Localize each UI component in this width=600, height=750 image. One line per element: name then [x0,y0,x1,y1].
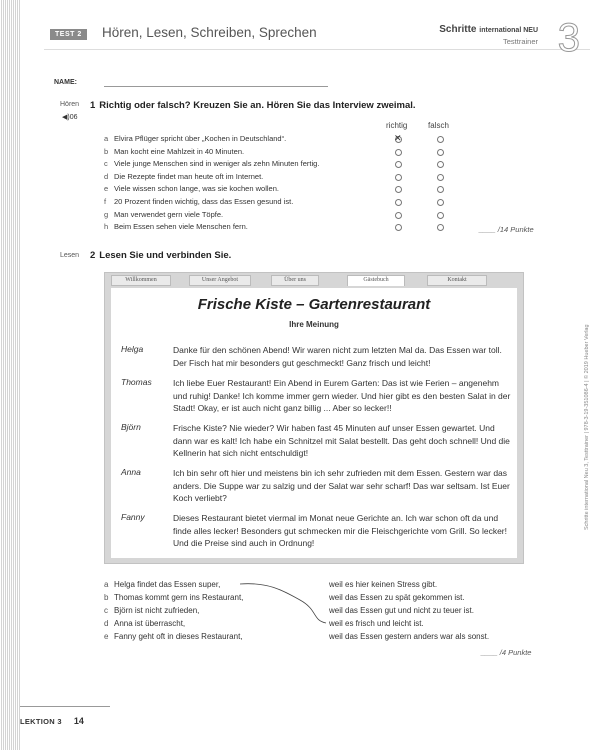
radio-falsch[interactable] [437,161,444,168]
radio-falsch[interactable] [437,186,444,193]
page-header [44,16,590,60]
radio-falsch[interactable] [437,224,444,231]
question-row [104,172,564,184]
question-letter: e [104,184,109,194]
question-letter: a [104,134,109,143]
brand-number: 3 [557,16,580,60]
radio-richtig[interactable] [395,212,402,219]
test-badge: TEST 2 [50,29,87,40]
entry-text: Dieses Restaurant bietet viermal im Monat neue Gerichte an. Ich war schon oft da und finde alles lecker! Besonders gut schmecken mir die Fleischgerichte vom Grill. So lecker! Und die Preise sind auch in Ordnung! [173,513,507,548]
question-letter: g [104,209,109,219]
question-text: Beim Essen sehen viele Menschen fern. [114,222,248,232]
column-header-richtig: richtig [386,121,408,130]
question-text: Man kocht eine Mahlzeit in 40 Minuten. [114,146,245,156]
question-row [104,210,564,222]
question-row [104,197,564,209]
radio-richtig[interactable] [395,149,402,156]
question-text: Viele wissen schon lange, was sie kochen wollen. [114,184,279,194]
question-letter: c [104,159,108,169]
footer-divider [20,706,110,707]
brand-logo [439,24,538,35]
radio-richtig[interactable] [395,224,402,231]
match-right-item: weil das Essen gestern anders war als sonst. [329,632,490,641]
match-left-item: b Thomas kommt gern ins Restaurant, [104,593,244,602]
match-left-item: c Björn ist nicht zufrieden, [104,606,200,615]
entry-text: Ich bin sehr oft hier und meistens bin ich sehr zufrieden mit dem Essen. Gestern war das anders. Die Suppe war zu salzig und der Salat war sehr scharf! Das war seltsam. Ist Euer Koch verliebt? [173,468,510,503]
page-number: 14 [73,716,84,726]
question-letter: f [104,197,107,206]
question-row [104,184,564,196]
match-right-item: weil das Essen zu spät gekommen ist. [329,593,465,602]
question-row [104,134,564,146]
entry-name: Thomas [121,377,152,387]
website-tabs [105,275,523,287]
entry-text: Ich liebe Euer Restaurant! Ein Abend in Eurem Garten: Das ist wie Ferien – angenehm und ruhig! Danke! Ich komme immer gern wieder. Und hier gibt es den besten Salat in der Stadt! Okay, er ist auch nicht ganz billig ... Aber so lecker!! [173,378,511,413]
radio-richtig[interactable] [395,136,402,143]
task1-points: ____ /14 Punkte [479,225,534,234]
task2-instruction: Lesen Sie und verbinden Sie. [99,250,232,261]
tab-ueber-uns[interactable]: Über uns [271,275,319,286]
entry-name: Anna [121,467,141,477]
radio-falsch[interactable] [437,174,444,181]
page-edge-stripe [0,0,20,750]
entry-text: Danke für den schönen Abend! Wir waren nicht zum letzten Mal da. Das Essen war toll. Der Fisch hat mir besonders gut geschmeckt! Ganz frisch und leicht! [173,345,502,368]
task1-instruction: Richtig oder falsch? Kreuzen Sie an. Hören Sie das Interview zweimal. [99,100,416,111]
entry-text: Frische Kiste? Nie wieder? Wir haben fast 45 Minuten auf unser Essen gewartet. Und dann war es kalt! Ich habe ein Schnitzel mit Salat bestellt. Das geht doch schnell! Und die Kellnerin hat sich nicht entschuldigt! [173,423,510,458]
question-text: Man verwendet gern viele Töpfe. [114,209,224,219]
tab-kontakt[interactable]: Kontakt [427,275,487,286]
entry-name: Björn [121,422,141,432]
footer-lektion: LEKTION 3 [20,717,62,726]
match-left-item: a Helga findet das Essen super, [104,580,221,589]
copyright-credit: Schritte international Neu 3, Testtrainer | 978-3-19-351086-4 | © 2019 Hueber Verlag [584,324,590,530]
page-footer [20,716,84,726]
brand-subtitle: Testtrainer [502,37,538,46]
radio-richtig[interactable] [395,174,402,181]
name-label: NAME: [54,79,77,86]
radio-falsch[interactable] [437,199,444,206]
guestbook-panel [111,288,517,558]
task2-points: ____ /4 Punkte [481,648,532,657]
match-right-item: weil es frisch und leicht ist. [329,619,424,628]
question-letter: b [104,146,109,156]
question-text: Die Rezepte findet man heute oft im Internet. [114,171,264,181]
guestbook-subtitle: Ihre Meinung [289,320,339,329]
question-text: Elvira Pflüger spricht über „Kochen in Deutschland“. [114,134,287,143]
name-input-line[interactable] [104,86,328,87]
brand-name-small: international NEU [479,27,538,34]
tab-gaestebuch[interactable]: Gästebuch [347,275,405,286]
guestbook-title: Frische Kiste – Gartenrestaurant [197,296,431,313]
task1-side-label: Hören [60,101,80,108]
task2-number: 2 [90,250,96,261]
radio-richtig[interactable] [395,161,402,168]
brand-name: Schritte [439,24,477,35]
question-text: Viele junge Menschen sind in weniger als zehn Minuten fertig. [114,159,320,169]
radio-falsch[interactable] [437,212,444,219]
radio-falsch[interactable] [437,149,444,156]
question-row [104,147,564,159]
question-letter: d [104,171,109,181]
radio-richtig[interactable] [395,199,402,206]
column-header-falsch: falsch [428,121,449,130]
entry-name: Fanny [121,512,145,522]
question-letter: h [104,222,109,232]
task2-title [90,250,231,261]
example-match-line [240,584,326,623]
match-left-item: d Anna ist überrascht, [104,619,186,628]
speaker-icon: ◀) [62,114,70,121]
match-right-item: weil das Essen gut und nicht zu teuer ist. [329,606,474,615]
radio-falsch[interactable] [437,136,444,143]
radio-richtig[interactable] [395,186,402,193]
match-right-item: weil es hier keinen Stress gibt. [329,580,438,589]
task1-number: 1 [90,100,96,111]
match-left-item: e Fanny geht oft in dieses Restaurant, [104,632,243,641]
question-text: 20 Prozent finden wichtig, dass das Essen gesund ist. [114,197,294,206]
header-title: Hören, Lesen, Schreiben, Sprechen [102,25,317,40]
audio-track[interactable] [62,113,78,121]
task1-title [90,100,416,111]
tab-willkommen[interactable]: Willkommen [111,275,171,286]
task2-side-label: Lesen [60,252,80,259]
tab-unser-angebot[interactable]: Unser Angebot [189,275,251,286]
question-row [104,159,564,171]
entry-name: Helga [121,344,144,354]
audio-track-number: 06 [69,114,78,121]
guestbook-website [104,272,524,564]
